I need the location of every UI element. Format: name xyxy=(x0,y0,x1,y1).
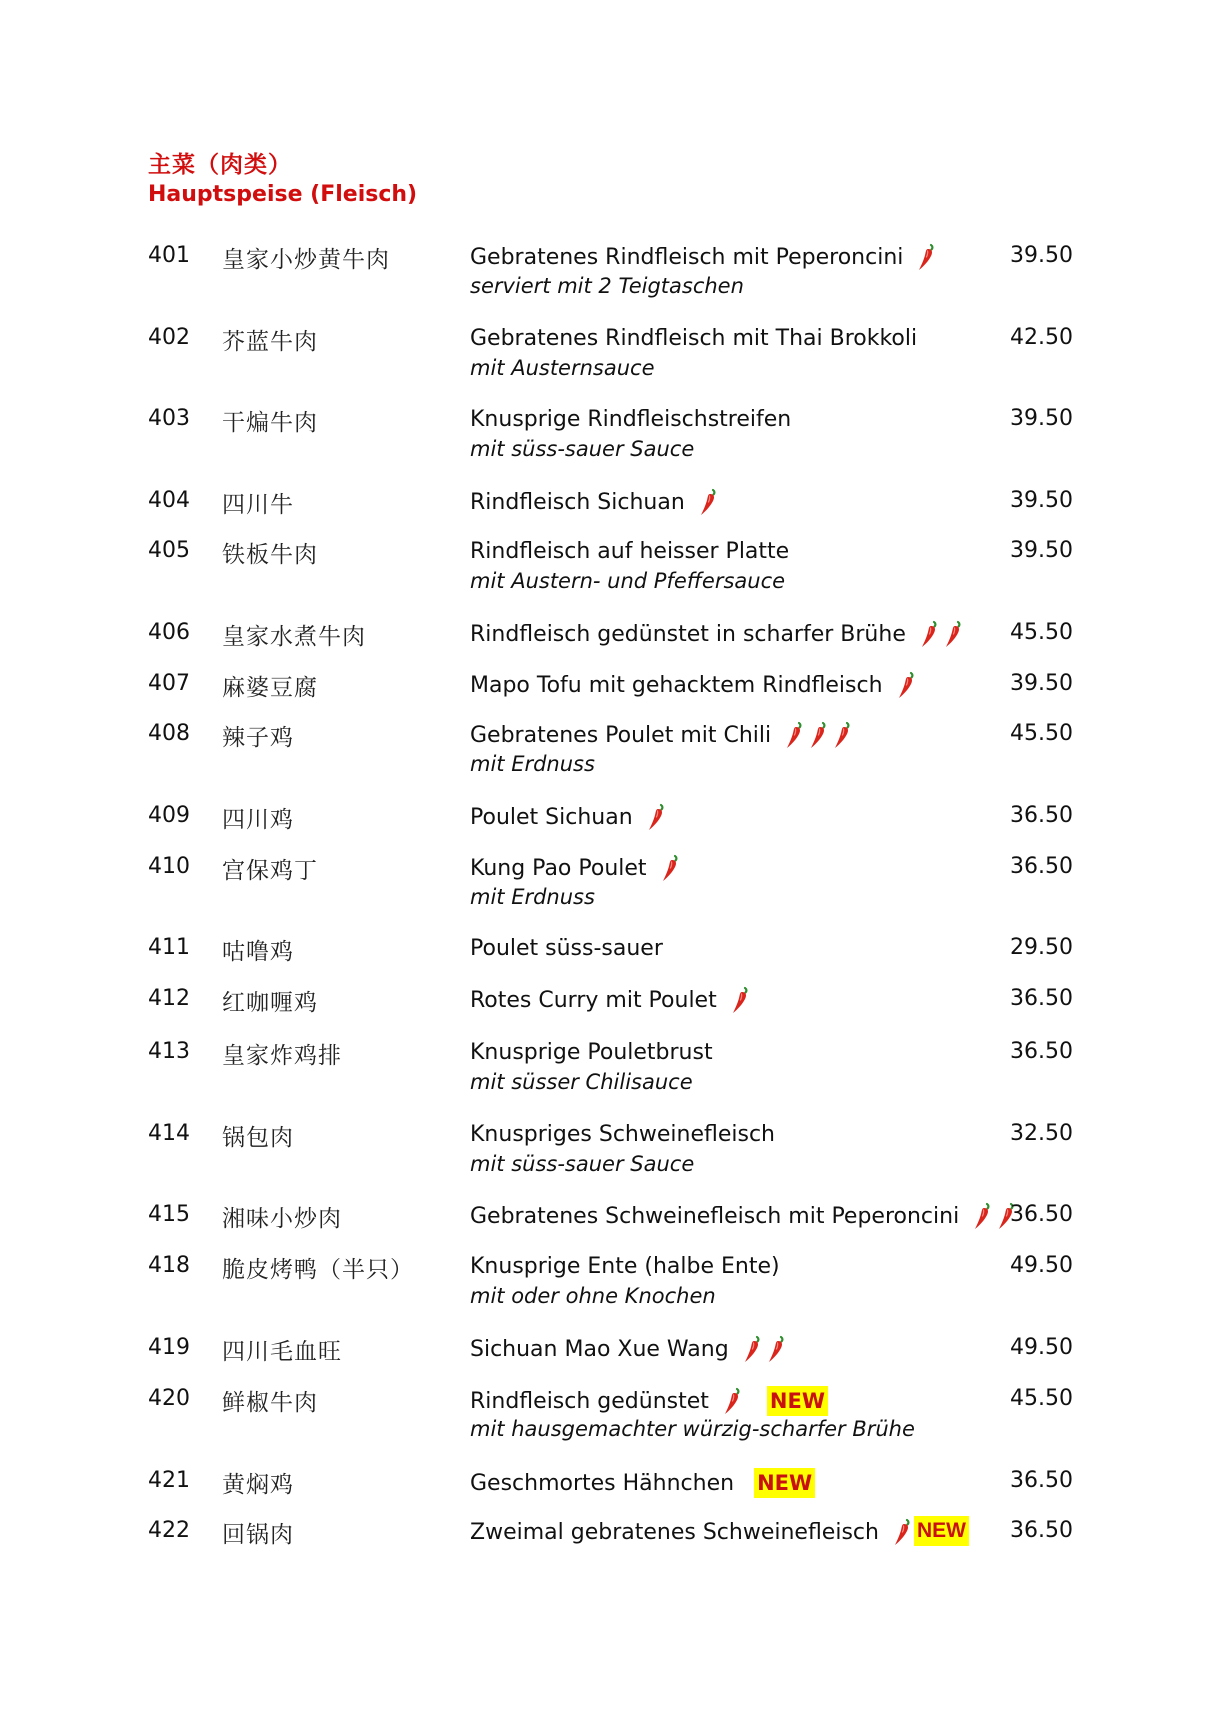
item-description: mit Austernsauce xyxy=(470,356,655,380)
spiciness-indicator xyxy=(723,1387,747,1415)
item-name-german xyxy=(470,1039,713,1065)
menu-item xyxy=(0,1386,1222,1446)
item-description: mit Erdnuss xyxy=(470,752,595,776)
item-number: 422 xyxy=(148,1518,190,1543)
item-name-german xyxy=(470,721,857,749)
menu-item xyxy=(0,1518,1222,1578)
item-price: 36.50 xyxy=(1010,1202,1073,1227)
item-number: 406 xyxy=(148,620,190,645)
item-description: mit Austern- und Pfeffersauce xyxy=(470,569,786,593)
item-name-chinese: 芥蓝牛肉 xyxy=(222,329,318,355)
item-name-german xyxy=(470,1253,780,1279)
item-name-german xyxy=(470,488,723,516)
item-number: 420 xyxy=(148,1386,190,1411)
item-name-german-text: Knusprige Ente (halbe Ente) xyxy=(470,1253,780,1279)
chili-pepper-icon xyxy=(767,1335,787,1363)
item-number: 421 xyxy=(148,1468,190,1493)
item-name-german xyxy=(470,986,755,1014)
item-name-chinese: 四川毛血旺 xyxy=(222,1339,342,1365)
spiciness-indicator xyxy=(731,986,755,1014)
section-title-chinese: 主菜（肉类） xyxy=(148,151,292,178)
chili-pepper-icon xyxy=(647,803,667,831)
item-name-german xyxy=(470,1386,828,1416)
item-price: 45.50 xyxy=(1010,721,1073,746)
item-price: 45.50 xyxy=(1010,620,1073,645)
chili-pepper-icon xyxy=(973,1202,993,1230)
item-name-chinese: 咕噜鸡 xyxy=(222,939,294,965)
item-number: 408 xyxy=(148,721,190,746)
chili-pepper-icon xyxy=(699,488,719,516)
menu-item xyxy=(0,721,1222,781)
item-price: 29.50 xyxy=(1010,935,1073,960)
item-name-german-text: Knuspriges Schweinefleisch xyxy=(470,1121,775,1147)
item-price: 45.50 xyxy=(1010,1386,1073,1411)
item-price: 32.50 xyxy=(1010,1121,1073,1146)
menu-item xyxy=(0,243,1222,303)
item-description: mit süsser Chilisauce xyxy=(470,1070,693,1094)
item-name-german-text: Zweimal gebratenes Schweinefleisch xyxy=(470,1519,879,1545)
item-number: 419 xyxy=(148,1335,190,1360)
spiciness-indicator xyxy=(699,488,723,516)
spiciness-indicator xyxy=(743,1335,791,1363)
item-name-german xyxy=(470,1468,815,1498)
item-price: 36.50 xyxy=(1010,854,1073,879)
item-number: 405 xyxy=(148,538,190,563)
item-name-german xyxy=(470,854,685,882)
item-name-german-text: Mapo Tofu mit gehacktem Rindfleisch xyxy=(470,672,883,698)
item-name-german-text: Rindfleisch Sichuan xyxy=(470,489,685,515)
item-name-german-text: Gebratenes Schweinefleisch mit Peperoncini xyxy=(470,1203,960,1229)
item-name-german xyxy=(470,325,917,351)
item-price: 49.50 xyxy=(1010,1253,1073,1278)
item-name-german xyxy=(470,803,671,831)
item-name-chinese: 四川牛 xyxy=(222,492,294,518)
item-name-german xyxy=(470,1518,941,1546)
item-name-chinese: 四川鸡 xyxy=(222,807,294,833)
item-name-german-text: Geschmortes Hähnchen xyxy=(470,1470,735,1496)
new-badge: NEW xyxy=(754,1468,815,1498)
item-name-german xyxy=(470,620,968,648)
menu-item xyxy=(0,538,1222,598)
item-number: 407 xyxy=(148,671,190,696)
item-name-german xyxy=(470,243,941,271)
item-description: mit süss-sauer Sauce xyxy=(470,1152,695,1176)
spiciness-indicator xyxy=(785,721,857,749)
item-price: 39.50 xyxy=(1010,671,1073,696)
item-name-chinese: 宫保鸡丁 xyxy=(222,858,318,884)
item-name-german-text: Knusprige Rindfleischstreifen xyxy=(470,406,792,432)
item-name-chinese: 皇家炸鸡排 xyxy=(222,1043,342,1069)
menu-item xyxy=(0,854,1222,914)
menu-item xyxy=(0,406,1222,466)
item-name-german-text: Rindfleisch gedünstet xyxy=(470,1388,709,1414)
item-name-german-text: Rindfleisch gedünstet in scharfer Brühe xyxy=(470,621,906,647)
menu-item xyxy=(0,1253,1222,1313)
item-name-german-text: Knusprige Pouletbrust xyxy=(470,1039,713,1065)
item-name-chinese: 皇家水煮牛肉 xyxy=(222,624,366,650)
item-number: 413 xyxy=(148,1039,190,1064)
section-title-german: Hauptspeise (Fleisch) xyxy=(148,182,418,207)
new-badge: NEW xyxy=(914,1516,969,1546)
item-number: 418 xyxy=(148,1253,190,1278)
item-price: 42.50 xyxy=(1010,325,1073,350)
chili-pepper-icon xyxy=(743,1335,763,1363)
item-name-chinese: 锅包肉 xyxy=(222,1125,294,1151)
item-name-german xyxy=(470,935,663,961)
item-name-german-text: Gebratenes Poulet mit Chili xyxy=(470,722,772,748)
chili-pepper-icon xyxy=(897,671,917,699)
item-number: 414 xyxy=(148,1121,190,1146)
item-description: mit Erdnuss xyxy=(470,885,595,909)
item-description: mit hausgemachter würzig-scharfer Brühe xyxy=(470,1417,915,1441)
item-number: 412 xyxy=(148,986,190,1011)
spiciness-indicator xyxy=(917,243,941,271)
item-name-chinese: 红咖喱鸡 xyxy=(222,990,318,1016)
spiciness-indicator xyxy=(897,671,921,699)
menu-item xyxy=(0,1039,1222,1099)
chili-pepper-icon xyxy=(917,243,937,271)
item-name-german-text: Gebratenes Rindfleisch mit Thai Brokkoli xyxy=(470,325,918,351)
item-name-german-text: Rindfleisch auf heisser Platte xyxy=(470,538,790,564)
item-number: 402 xyxy=(148,325,190,350)
item-name-chinese: 干煸牛肉 xyxy=(222,410,318,436)
item-name-chinese: 辣子鸡 xyxy=(222,725,294,751)
item-name-german xyxy=(470,406,791,432)
item-name-chinese: 脆皮烤鸭（半只） xyxy=(222,1257,414,1283)
item-name-german xyxy=(470,1202,1021,1230)
item-name-chinese: 铁板牛肉 xyxy=(222,542,318,568)
chili-pepper-icon xyxy=(833,721,853,749)
item-description: mit oder ohne Knochen xyxy=(470,1284,716,1308)
menu-item xyxy=(0,986,1222,1046)
item-price: 39.50 xyxy=(1010,488,1073,513)
item-number: 415 xyxy=(148,1202,190,1227)
spiciness-indicator xyxy=(647,803,671,831)
item-name-chinese: 黄焖鸡 xyxy=(222,1472,294,1498)
item-name-chinese: 鲜椒牛肉 xyxy=(222,1390,318,1416)
item-number: 410 xyxy=(148,854,190,879)
chili-pepper-icon xyxy=(661,854,681,882)
item-number: 403 xyxy=(148,406,190,431)
item-name-chinese: 湘味小炒肉 xyxy=(222,1206,342,1232)
item-price: 39.50 xyxy=(1010,406,1073,431)
item-price: 39.50 xyxy=(1010,538,1073,563)
chili-pepper-icon xyxy=(920,620,940,648)
item-name-chinese: 皇家小炒黄牛肉 xyxy=(222,247,390,273)
item-name-german xyxy=(470,1335,791,1363)
item-name-german-text: Poulet Sichuan xyxy=(470,804,633,830)
spiciness-indicator xyxy=(920,620,968,648)
chili-pepper-icon xyxy=(809,721,829,749)
item-name-chinese: 麻婆豆腐 xyxy=(222,675,318,701)
chili-pepper-icon xyxy=(731,986,751,1014)
new-badge: NEW xyxy=(767,1386,828,1416)
item-number: 409 xyxy=(148,803,190,828)
chili-pepper-icon xyxy=(893,1518,913,1546)
item-name-german-text: Rotes Curry mit Poulet xyxy=(470,987,717,1013)
item-number: 411 xyxy=(148,935,190,960)
item-price: 36.50 xyxy=(1010,986,1073,1011)
menu-item xyxy=(0,325,1222,385)
item-price: 36.50 xyxy=(1010,1039,1073,1064)
item-price: 39.50 xyxy=(1010,243,1073,268)
spiciness-indicator xyxy=(661,854,685,882)
item-number: 404 xyxy=(148,488,190,513)
chili-pepper-icon xyxy=(723,1387,743,1415)
item-price: 36.50 xyxy=(1010,1518,1073,1543)
item-price: 36.50 xyxy=(1010,803,1073,828)
item-description: serviert mit 2 Teigtaschen xyxy=(470,274,744,298)
item-price: 49.50 xyxy=(1010,1335,1073,1360)
item-name-german xyxy=(470,671,921,699)
item-name-german xyxy=(470,538,789,564)
item-name-german-text: Gebratenes Rindfleisch mit Peperoncini xyxy=(470,244,904,270)
item-name-german-text: Poulet süss-sauer xyxy=(470,935,663,961)
item-name-german-text: Kung Pao Poulet xyxy=(470,855,647,881)
chili-pepper-icon xyxy=(785,721,805,749)
chili-pepper-icon xyxy=(944,620,964,648)
menu-item xyxy=(0,1121,1222,1181)
item-name-german-text: Sichuan Mao Xue Wang xyxy=(470,1336,729,1362)
item-name-german xyxy=(470,1121,775,1147)
item-price: 36.50 xyxy=(1010,1468,1073,1493)
item-number: 401 xyxy=(148,243,190,268)
item-name-chinese: 回锅肉 xyxy=(222,1522,294,1548)
item-description: mit süss-sauer Sauce xyxy=(470,437,695,461)
